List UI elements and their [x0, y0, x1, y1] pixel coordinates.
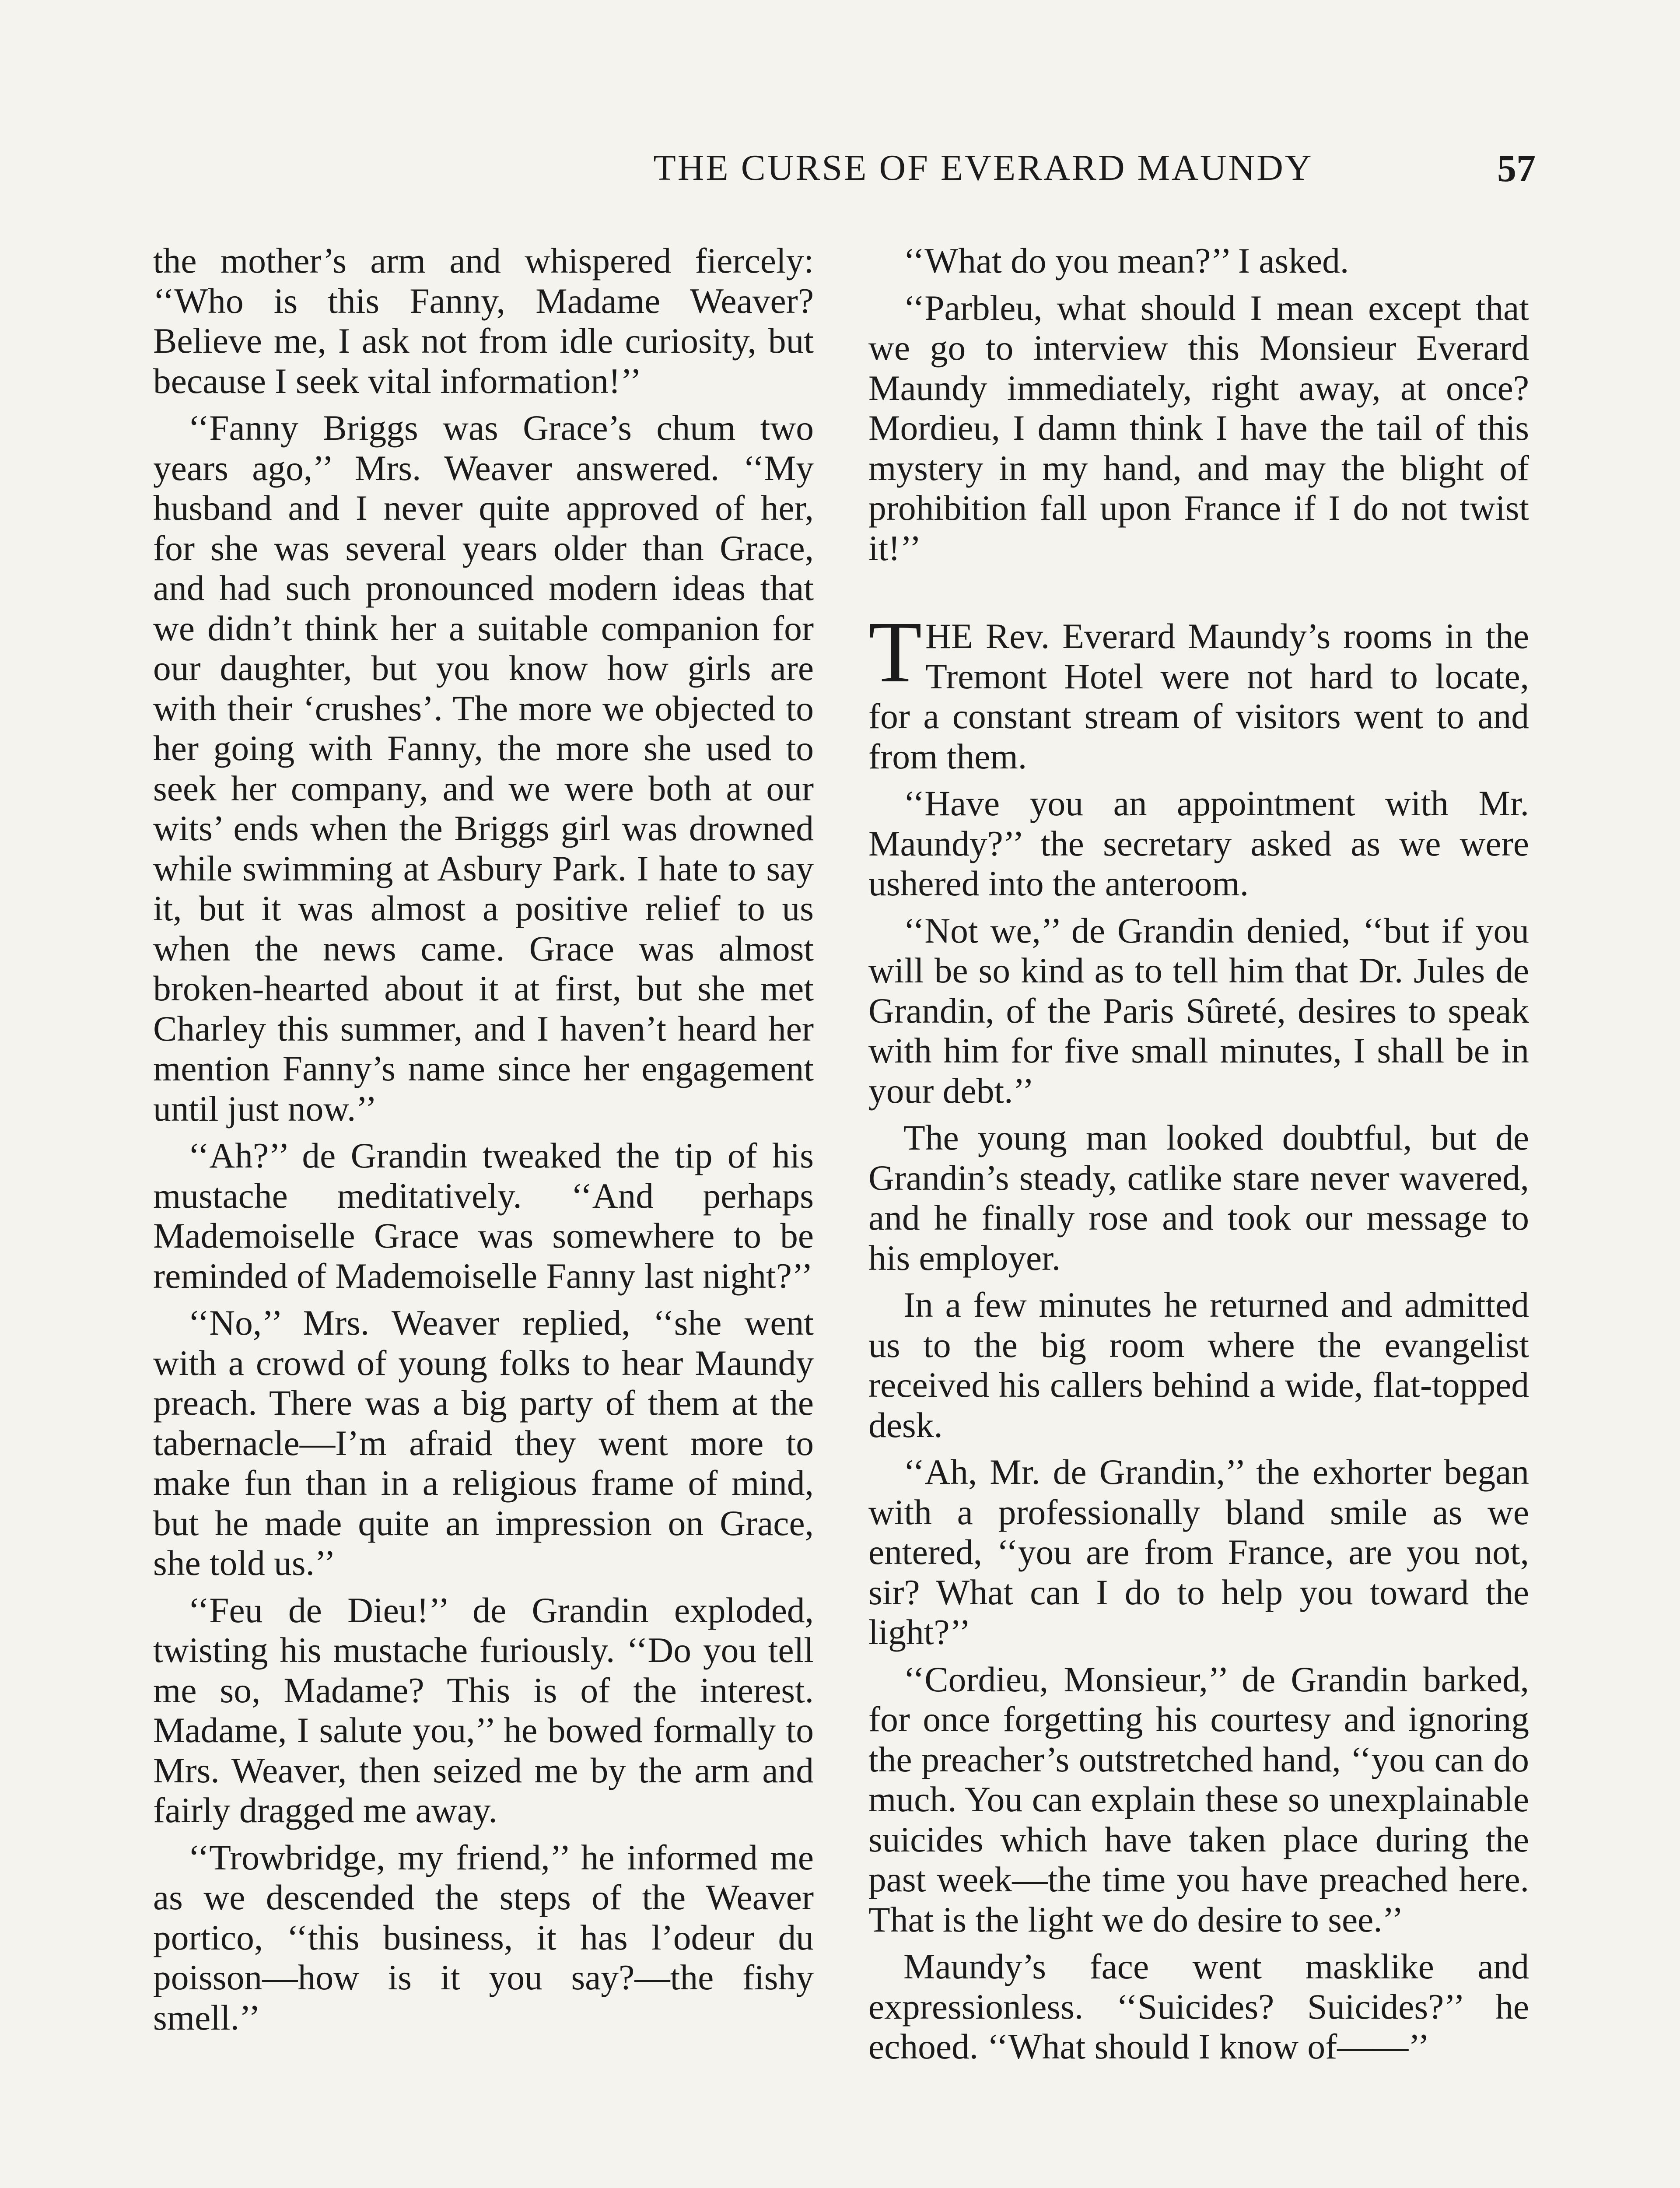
paragraph: ‘‘Ah?’’ de Grandin tweaked the tip of his mustache meditatively. ‘‘And perhaps Mademoiselle Grace was somewhere to be reminded of Mademoiselle Fanny last night?’’: [153, 1136, 814, 1296]
paragraph: ‘‘Feu de Dieu!’’ de Grandin exploded, twisting his mustache furiously. ‘‘Do you tell me so, Madame? This is of the interest. Madame, I salute you,’’ he bowed formally to Mrs. Weaver, then seized me by the arm and fairly dragged me away.: [153, 1590, 814, 1830]
paragraph: ‘‘Ah, Mr. de Grandin,’’ the exhorter began with a professionally bland smile as we entered, ‘‘you are from France, are you not, sir? What can I do to help you toward the light?’’: [868, 1452, 1529, 1652]
paragraph: Maundy’s face went masklike and expressionless. ‘‘Suicides? Suicides?’’ he echoed. ‘‘What should I know of——’’: [868, 1946, 1529, 2066]
right-column: [868, 241, 1529, 2074]
paragraph: ‘‘Have you an appointment with Mr. Maundy?’’ the secretary asked as we were ushered into the anteroom.: [868, 783, 1529, 903]
paragraph: In a few minutes he returned and admitted us to the big room where the evangelist received his callers behind a wide, flat-topped desk.: [868, 1285, 1529, 1445]
section-opening-paragraph: [868, 604, 1529, 776]
left-column: [153, 241, 814, 2044]
paragraph: ‘‘Trowbridge, my friend,’’ he informed me as we descended the steps of the Weaver portico, ‘‘this business, it has l’odeur du poisson—how is it you say?—the fishy smell.’’: [153, 1837, 814, 2037]
section-opening-text: Rev. Everard Maundy’s rooms in the Tremont Hotel were not hard to locate, for a constant stream of visitors went to and from them.: [868, 616, 1529, 776]
paragraph: ‘‘Parbleu, what should I mean except that we go to interview this Monsieur Everard Maundy immediately, right away, at once? Mordieu, I damn think I have the tail of this mystery in my hand, and may the blight of prohibition fall upon France if I do not twist it!’’: [868, 288, 1529, 568]
paragraph: ‘‘Cordieu, Monsieur,’’ de Grandin barked, for once forgetting his courtesy and ignoring the preacher’s outstretched hand, ‘‘you can do much. You can explain these so unexplainable suicides which have taken place during the past week—the time you have preached here. That is the light we do desire to see.’’: [868, 1659, 1529, 1939]
paragraph: The young man looked doubtful, but de Grandin’s steady, catlike stare never wavered, and he finally rose and took our message to his employer.: [868, 1118, 1529, 1278]
paragraph: ‘‘No,’’ Mrs. Weaver replied, ‘‘she went with a crowd of young folks to hear Maundy preach. There was a big party of them at the tabernacle—I’m afraid they went more to make fun than in a religious frame of mind, but he made quite an impression on Grace, she told us.’’: [153, 1303, 814, 1583]
paragraph: ‘‘Fanny Briggs was Grace’s chum two years ago,’’ Mrs. Weaver answered. ‘‘My husband and I never quite approved of her, for she was several years older than Grace, and had such pronounced modern ideas that we didn’t think her a suitable companion for our daughter, but you know how girls are with their ‘crushes’. The more we objected to her going with Fanny, the more she used to seek her company, and we were both at our wits’ ends when the Briggs girl was drowned while swimming at Asbury Park. I hate to say it, but it was almost a positive relief to us when the news came. Grace was almost broken-hearted about it at first, but she met Charley this summer, and I haven’t heard her mention Fanny’s name since her engagement until just now.’’: [153, 408, 814, 1129]
paragraph: ‘‘Not we,’’ de Grandin denied, ‘‘but if you will be so kind as to tell him that Dr. Jules de Grandin, of the Paris Sûreté, desires to speak with him for five small minutes, I shall be in your debt.’’: [868, 910, 1529, 1111]
drop-cap: T: [868, 604, 922, 701]
paragraph: ‘‘What do you mean?’’ I asked.: [903, 241, 1349, 281]
page-number: 57: [1497, 147, 1536, 190]
running-title: THE CURSE OF EVERARD MAUNDY: [653, 147, 1313, 188]
lead-in-small-caps: HE: [925, 616, 973, 656]
paragraph: the mother’s arm and whispered fiercely: ‘‘Who is this Fanny, Madame Weaver? Believe me, I ask not from idle curiosity, but because I seek vital information!’’: [153, 241, 814, 401]
